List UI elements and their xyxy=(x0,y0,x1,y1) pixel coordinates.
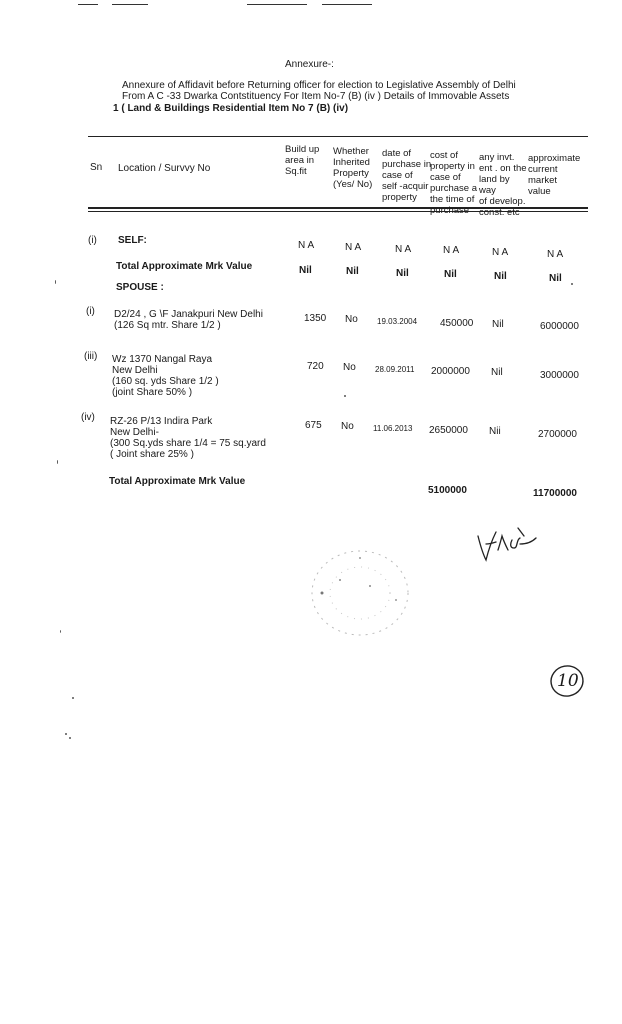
row-3-invt: Nii xyxy=(489,426,501,437)
stamp-icon xyxy=(300,538,420,648)
header-inherited xyxy=(333,146,378,190)
row-2-location-line: Wz 1370 Nangal Raya xyxy=(112,354,213,365)
self-total-inherited: Nil xyxy=(346,266,359,277)
header-inherited-line: (Yes/ No) xyxy=(333,179,373,190)
header-cost xyxy=(430,150,482,216)
header-inherited-line: Property xyxy=(333,168,369,179)
header-area xyxy=(285,144,330,177)
self-cost: N A xyxy=(443,245,460,256)
header-cost-line: cost of xyxy=(430,150,458,161)
header-market-line: market xyxy=(528,175,558,186)
header-inherited-line: Whether xyxy=(333,146,369,157)
row-2-market: 3000000 xyxy=(540,370,579,381)
grand-total-cost: 5100000 xyxy=(428,485,467,496)
row-1-inherited: No xyxy=(345,314,358,325)
signature-icon xyxy=(474,514,538,564)
scan-mark xyxy=(322,4,372,5)
row-2-location-line: New Delhi xyxy=(112,365,158,376)
row-3-location-line: New Delhi- xyxy=(110,427,159,438)
scan-speck xyxy=(65,733,67,735)
page-number xyxy=(548,663,586,699)
header-cost-line: purchase a xyxy=(430,183,478,194)
self-sn: (i) xyxy=(88,235,97,246)
row-1-date: 19.03.2004 xyxy=(377,317,418,326)
row-3-location-line: ( Joint share 25% ) xyxy=(110,449,194,460)
self-total-area: Nil xyxy=(299,265,312,276)
header-date-line: case of xyxy=(382,170,413,181)
header-market-value xyxy=(528,153,588,197)
grand-total-label: Total Approximate Mrk Value xyxy=(109,476,246,487)
header-area-line: Sq.fit xyxy=(285,166,307,177)
self-date: N A xyxy=(395,244,412,255)
row-2-location-line: (160 sq. yds Share 1/2 ) xyxy=(112,376,219,387)
row-2-location-line: (joint Share 50% ) xyxy=(112,387,193,398)
header-sn: Sn xyxy=(90,162,103,173)
self-inherited: N A xyxy=(345,242,362,253)
scan-speck xyxy=(57,460,58,464)
row-3-sn: (iv) xyxy=(81,412,95,423)
self-total-market: Nil xyxy=(549,273,562,284)
row-1-sn: (i) xyxy=(86,306,95,317)
row-3-cost: 2650000 xyxy=(429,425,468,436)
row-2-sn: (iii) xyxy=(84,351,98,362)
row-1-cost: 450000 xyxy=(440,318,474,329)
row-1-invt: Nil xyxy=(492,319,504,330)
row-3-market: 2700000 xyxy=(538,429,577,440)
header-market-line: current xyxy=(528,164,558,175)
scan-speck xyxy=(60,630,61,633)
header-area-line: Build up xyxy=(285,144,320,155)
header-invt-line: way xyxy=(479,185,496,196)
row-1-area: 1350 xyxy=(304,313,327,324)
self-market: N A xyxy=(547,249,564,260)
header-inherited-line: Inherited xyxy=(333,157,370,168)
row-2-inherited: No xyxy=(343,362,356,373)
self-label: SELF: xyxy=(118,235,147,246)
header-area-line: area in xyxy=(285,155,315,166)
header-date xyxy=(382,148,432,203)
header-cost-line: case of xyxy=(430,172,461,183)
self-invt: N A xyxy=(492,247,509,258)
header-cost-line: property in xyxy=(430,161,475,172)
scan-mark xyxy=(112,4,148,5)
header-invt-line: of develop. xyxy=(479,196,526,207)
self-total-cost: Nil xyxy=(444,269,457,280)
row-3-location-line: RZ-26 P/13 Indira Park xyxy=(110,416,213,427)
header-market-line: value xyxy=(528,186,551,197)
header-investment xyxy=(479,152,531,218)
self-total-invt: Nil xyxy=(494,271,507,282)
header-invt-line: const. etc xyxy=(479,207,520,218)
row-1-market: 6000000 xyxy=(540,321,579,332)
grand-total-market: 11700000 xyxy=(533,488,577,499)
row-3-location xyxy=(110,416,266,460)
intro-line-2: From A C -33 Dwarka Contstituency For Item No-7 (B) (iv ) Details of Immovable Assets xyxy=(122,91,510,102)
row-2-invt: Nil xyxy=(491,367,503,378)
header-invt-line: ent . on the xyxy=(479,163,527,174)
header-top-rule xyxy=(88,136,588,137)
scan-mark xyxy=(78,4,98,5)
self-total-label: Total Approximate Mrk Value xyxy=(116,261,253,272)
header-market-line: approximate xyxy=(528,153,581,164)
header-date-line: purchase in xyxy=(382,159,432,170)
self-area: N A xyxy=(298,240,315,251)
scan-speck xyxy=(72,697,74,699)
row-3-inherited: No xyxy=(341,421,354,432)
row-2-cost: 2000000 xyxy=(431,366,470,377)
spouse-label: SPOUSE : xyxy=(116,282,164,293)
row-2-area: 720 xyxy=(307,361,324,372)
scan-speck xyxy=(55,280,56,284)
row-1-location-line: D2/24 , G \F Janakpuri New Delhi xyxy=(114,309,263,320)
row-3-location-line: (300 Sq.yds share 1/4 = 75 sq.yard xyxy=(110,438,266,449)
page-number-text: 10 xyxy=(557,671,579,691)
row-1-location-line: (126 Sq mtr. Share 1/2 ) xyxy=(114,320,221,331)
scan-speck xyxy=(571,283,573,285)
annexure-title: Annexure-: xyxy=(285,59,334,70)
row-2-location xyxy=(112,354,219,398)
row-1-location xyxy=(114,309,263,331)
row-3-area: 675 xyxy=(305,420,322,431)
header-date-line: self -acquir xyxy=(382,181,429,192)
intro-line-3: 1 ( Land & Buildings Residential Item No 7 (B) (iv) xyxy=(113,103,349,114)
row-3-date: 11.06.2013 xyxy=(373,424,413,433)
self-total-date: Nil xyxy=(396,268,409,279)
header-date-line: property xyxy=(382,192,417,203)
header-cost-line: purchase xyxy=(430,205,470,216)
scan-speck xyxy=(69,737,71,739)
header-invt-line: any invt. xyxy=(479,152,515,163)
header-cost-line: the time of xyxy=(430,194,475,205)
scan-mark xyxy=(247,4,307,5)
header-location: Location / Survvy No xyxy=(118,163,211,174)
header-date-line: date of xyxy=(382,148,412,159)
scan-speck xyxy=(344,395,346,397)
row-2-date: 28.09.2011 xyxy=(375,365,415,374)
intro-line-1: Annexure of Affidavit before Returning officer for election to Legislative Assembly of Delhi xyxy=(122,80,516,91)
header-invt-line: land by xyxy=(479,174,510,185)
